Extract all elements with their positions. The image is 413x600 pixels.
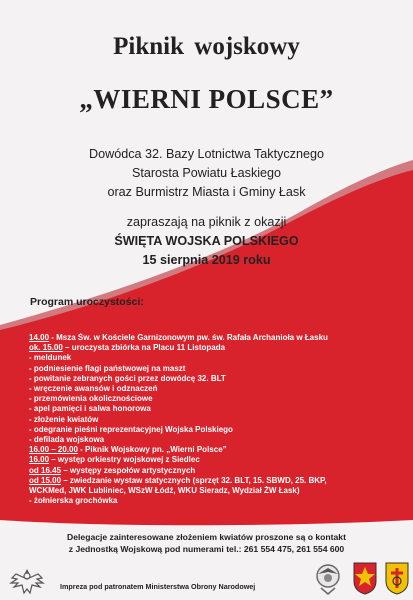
organizers xyxy=(0,145,413,202)
program-text: - przemówienia okolicznościowe xyxy=(29,394,153,404)
program-item xyxy=(29,353,399,363)
invite-line: zapraszają na piknik z okazji xyxy=(126,215,287,229)
delegations-line: z Jednostką Wojskową pod numerami tel.: 261 554 475, 261 554 600 xyxy=(68,544,345,554)
program-text: WCKMed, JWK Lubliniec, WSzW Łódź, WKU Sieradz, Wydział ŻW Łask) xyxy=(29,486,300,496)
program-text: - meldunek xyxy=(29,353,72,363)
program-item xyxy=(29,404,399,414)
poster-subtitle: „WIERNI POLSCE” xyxy=(79,84,334,114)
program-text: – zwiedzanie wystaw statycznych (sprzęt 32. BLT, 15. SBWD, 25. BKP, xyxy=(61,475,327,485)
program-text: – występ orkiestry wojskowej z Siedlec xyxy=(49,455,200,465)
program-item xyxy=(29,333,399,343)
delegations-note xyxy=(0,531,413,555)
program-item xyxy=(29,425,399,435)
polish-eagle-emblem-icon xyxy=(8,566,46,598)
program-text: - defilada wojskowa xyxy=(29,435,105,445)
program-text: - wręczenie awansów i odznaczeń xyxy=(29,384,158,394)
lask-town-coat-of-arms-icon xyxy=(384,561,410,595)
lask-county-coat-of-arms-icon xyxy=(352,561,378,595)
poster-title: Piknik wojskowy xyxy=(113,33,300,60)
program-text: – uroczysta zbiórka na Placu 11 Listopada xyxy=(62,343,226,353)
program-item xyxy=(29,364,399,374)
program-item xyxy=(29,476,399,486)
program-item xyxy=(29,384,399,394)
program-item xyxy=(29,435,399,445)
program-item xyxy=(29,394,399,404)
organizer-line: Starosta Powiatu Łaskiego xyxy=(131,166,282,180)
delegations-line: Delegacje zainteresowane złożeniem kwiatów proszone są o kontakt xyxy=(67,532,346,542)
program-time: 14.00 xyxy=(29,333,50,342)
organizer-line: oraz Burmistrz Miasta i Gminy Łask xyxy=(107,185,306,199)
program-time: 16.00 – 20.00 xyxy=(29,445,78,455)
program-item xyxy=(29,415,399,425)
program-time: od 16.45 xyxy=(29,465,62,475)
program-text: - podniesienie flagi państwowej na maszt xyxy=(29,363,186,373)
patronage-note: Impreza pod patronatem Ministerstwa Obrony Narodowej xyxy=(60,582,256,591)
program-text: - odegranie pieśni reprezentacyjnej Wojska Polskiego xyxy=(29,424,233,434)
program-text: - złożenie kwiatów xyxy=(29,414,99,424)
program-text: - powitanie zebranych gości przez dowódcę 32. BLT xyxy=(29,373,226,383)
program-text: - żołnierska grochówka xyxy=(29,496,118,506)
program-heading: Program uroczystości: xyxy=(30,296,144,308)
military-unit-badge-icon xyxy=(313,562,343,596)
event-date: 15 sierpnia 2019 roku xyxy=(142,253,271,267)
program-time: od 15.00 xyxy=(29,475,62,485)
program-item xyxy=(29,374,399,384)
event-name: ŚWIĘTA WOJSKA POLSKIEGO xyxy=(114,234,299,248)
program-text: - Piknik Wojskowy pn. „Wierni Polsce” xyxy=(77,445,227,455)
program-item xyxy=(29,445,399,455)
program-item xyxy=(29,466,399,476)
program-text: - apel pamięci i salwa honorowa xyxy=(29,404,151,414)
program-item xyxy=(29,486,399,496)
program-item xyxy=(29,343,399,353)
program-time: 16.00 xyxy=(29,455,50,465)
organizer-line: Dowódca 32. Bazy Lotnictwa Taktycznego xyxy=(89,147,324,161)
program-text: - Msza Św. w Kościele Garnizonowym pw. św. Rafała Archanioła w Łasku xyxy=(49,333,328,342)
program-item xyxy=(29,455,399,465)
invitation xyxy=(0,213,413,270)
program-item xyxy=(29,496,399,506)
program-list xyxy=(29,333,399,506)
program-text: – występy zespołów artystycznych xyxy=(61,465,196,475)
program-time: ok. 15.00 xyxy=(29,343,63,353)
